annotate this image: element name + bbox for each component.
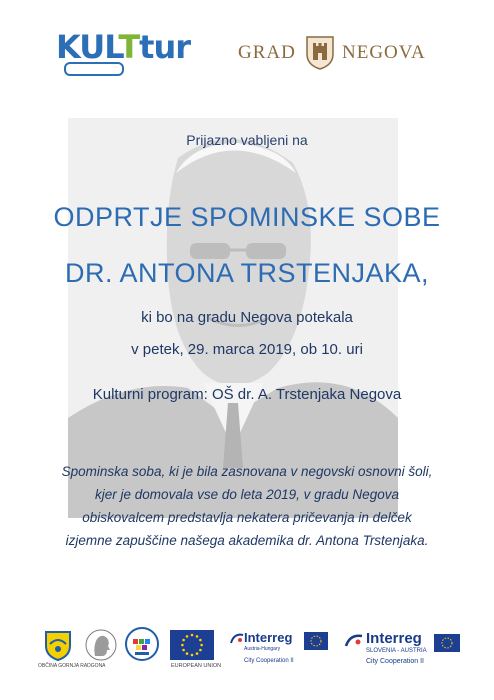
interreg-slovenia-austria-logo xyxy=(344,628,464,674)
interreg1-city-cooperation: City Cooperation II xyxy=(244,658,294,664)
castle-crest-icon xyxy=(304,34,336,70)
interreg-austria-hungary-logo xyxy=(230,628,330,674)
title-line1: ODPRTJE SPOMINSKE SOBE xyxy=(53,202,441,232)
invitation-intro: Prijazno vabljeni na xyxy=(186,132,308,148)
head-profile-icon xyxy=(84,628,118,664)
interreg-swirl-icon xyxy=(230,632,244,644)
description-line: kjer je domovala vse do leta 2019, v gradu Negova xyxy=(95,487,399,502)
kulttur-logo-part1: KUL xyxy=(56,28,119,66)
interreg1-word: Interreg xyxy=(244,630,293,645)
city-partner-logo xyxy=(124,626,160,666)
grad-logo-word2: NEGOVA xyxy=(342,42,426,63)
municipality-logo xyxy=(38,630,106,670)
municipality-caption: OBČINA GORNJA RADGONA xyxy=(38,663,106,669)
eu-flag-small-icon xyxy=(434,634,460,652)
grad-logo-word1: GRAD xyxy=(238,42,296,63)
kulttur-logo-part2: T xyxy=(118,28,140,66)
kulttur-logo-part3: tur xyxy=(139,28,190,66)
eu-flag-icon xyxy=(170,630,214,660)
interreg2-city-cooperation: City Cooperation II xyxy=(366,658,424,665)
eu-flag-small-icon xyxy=(304,632,328,650)
cultural-program: Kulturni program: OŠ dr. A. Trstenjaka Negova xyxy=(92,386,402,403)
interreg2-word: Interreg xyxy=(366,630,422,647)
interreg1-country: Austria-Hungary xyxy=(244,646,281,652)
subtitle-line1: ki bo na gradu Negova potekala xyxy=(141,309,353,326)
description-paragraph xyxy=(40,460,454,552)
eu-logo xyxy=(170,630,222,672)
description-line: obiskovalcem predstavlja nekatera pričevanja in delček xyxy=(82,510,412,525)
interreg-swirl-icon xyxy=(344,632,364,648)
municipality-crest-icon xyxy=(38,630,78,662)
city-partner-badge-icon xyxy=(124,626,160,666)
grad-negova-logo xyxy=(238,34,438,70)
subtitle-line2: v petek, 29. marca 2019, ob 10. uri xyxy=(131,341,363,358)
description-line: izjemne zapuščine našega akademika dr. Antona Trstenjaka. xyxy=(65,533,429,548)
interreg2-country: SLOVENIA - AUSTRIA xyxy=(366,648,427,654)
description-line: Spominska soba, ki je bila zasnovana v negovski osnovni šoli, xyxy=(61,464,433,479)
kulttur-logo xyxy=(56,28,196,78)
kulttur-logo-text xyxy=(56,28,190,66)
portrait-silhouette-logo xyxy=(84,628,118,668)
footer-logos xyxy=(0,620,494,690)
kulttur-logo-car-outline xyxy=(64,62,124,76)
title-line2: DR. ANTONA TRSTENJAKA, xyxy=(64,258,430,288)
eu-caption: EUROPEAN UNION xyxy=(171,663,222,669)
